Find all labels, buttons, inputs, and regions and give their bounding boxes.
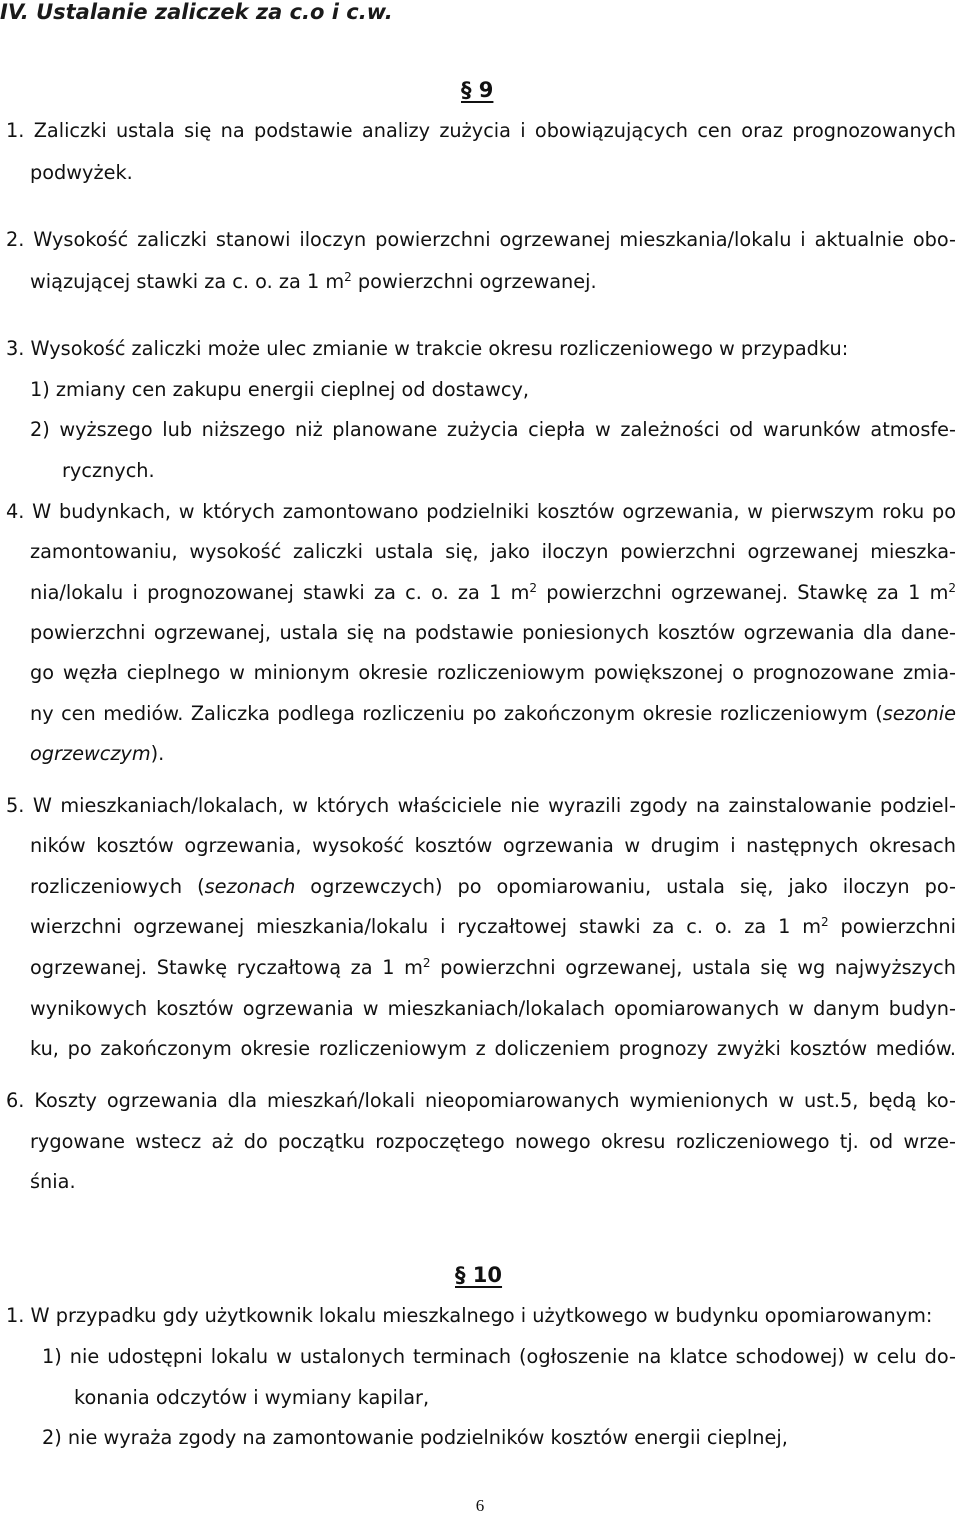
s9-item4-line3: nia/lokalu i prognozowanej stawki za c. o. za 1 $m^2$ powierzchni ogrzewanej. Stawkę za 1 $m^2$	[30, 581, 956, 604]
chapter-heading: IV. Ustalanie zaliczek za c.o i c.w.	[0, 0, 393, 24]
s9-item4-line5: go węzła cieplnego w minionym okresie rozliczeniowym powiększonej o prognozowane zmia-	[30, 661, 956, 684]
s9-item3-sub2-line1: 2) wyższego lub niższego niż planowane zużycia ciepła w zależności od warunków atmosfe-	[30, 418, 956, 441]
s9-item4-line6: ny cen mediów. Zaliczka podlega rozliczeniu po zakończonym okresie rozliczeniowym (sezonie	[30, 702, 956, 725]
s9-item6-line2: rygowane wstecz aż do początku rozpoczętego nowego okresu rozliczeniowego tj. od wrze-	[30, 1130, 956, 1153]
s9-item6-line1: 6. Koszty ogrzewania dla mieszkań/lokali nieopomiarowanych wymienionych w ust.5, będą ko-	[6, 1089, 956, 1112]
s9-item1-line2: podwyżek.	[30, 161, 133, 184]
s10-item1: 1. W przypadku gdy użytkownik lokalu mieszkalnego i użytkowego w budynku opomiarowanym:	[6, 1304, 933, 1327]
s9-item4-line7: ogrzewczym).	[30, 742, 165, 765]
s9-item5-line2: ników kosztów ogrzewania, wysokość kosztów ogrzewania w drugim i następnych okresach	[30, 834, 956, 857]
s9-item3-sub1: 1) zmiany cen zakupu energii cieplnej od dostawcy,	[30, 378, 530, 401]
s9-item5-line3: rozliczeniowych (sezonach ogrzewczych) po opomiarowaniu, ustala się, jako iloczyn po-	[30, 875, 956, 898]
s9-item5-line4: wierzchni ogrzewanej mieszkania/lokalu i ryczałtowej stawki za c. o. za 1 $m^2$ powierzchni	[30, 915, 956, 938]
s9-item6-line3: śnia.	[30, 1170, 76, 1193]
s9-item4-line2: zamontowaniu, wysokość zaliczki ustala się, jako iloczyn powierzchni ogrzewanej mieszka-	[30, 540, 956, 563]
s9-item4-line4: powierzchni ogrzewanej, ustala się na podstawie poniesionych kosztów ogrzewania dla dane-	[30, 621, 956, 644]
section-9-heading: § 9	[461, 78, 494, 102]
s10-sub1-line1: 1) nie udostępni lokalu w ustalonych terminach (ogłoszenie na klatce schodowej) w celu do-	[42, 1345, 956, 1368]
s10-sub1-line2: konania odczytów i wymiany kapilar,	[74, 1386, 430, 1409]
s9-item2-line1: 2. Wysokość zaliczki stanowi iloczyn powierzchni ogrzewanej mieszkania/lokalu i aktualnie obo-	[6, 228, 956, 251]
s9-item3-sub2-line2: rycznych.	[62, 459, 155, 482]
s9-item5-line1: 5. W mieszkaniach/lokalach, w których właściciele nie wyrazili zgody na zainstalowanie podziel-	[6, 794, 956, 817]
s9-item4-line1: 4. W budynkach, w których zamontowano podzielniki kosztów ogrzewania, w pierwszym roku po	[6, 500, 956, 523]
page-number: 6	[475, 1496, 485, 1515]
s9-item5-line7: ku, po zakończonym okresie rozliczeniowym z doliczeniem prognozy zwyżki kosztów mediów.	[30, 1037, 956, 1060]
s9-item2-line2: wiązującej stawki za c. o. za 1 $m^2$ powierzchni ogrzewanej.	[30, 270, 597, 293]
section-10-heading: § 10	[455, 1263, 503, 1287]
s9-item3-line1: 3. Wysokość zaliczki może ulec zmianie w trakcie okresu rozliczeniowego w przypadku:	[6, 337, 849, 360]
s9-item1-line1: 1. Zaliczki ustala się na podstawie analizy zużycia i obowiązujących cen oraz prognozowanych	[6, 119, 956, 142]
s9-item5-line6: wynikowych kosztów ogrzewania w mieszkaniach/lokalach opomiarowanych w danym budyn-	[30, 997, 956, 1020]
s10-sub2: 2) nie wyraża zgody na zamontowanie podzielników kosztów energii cieplnej,	[42, 1426, 788, 1449]
s9-item5-line5: ogrzewanej. Stawkę ryczałtową za 1 $m^2$ powierzchni ogrzewanej, ustala się wg najwyższych	[30, 956, 956, 979]
